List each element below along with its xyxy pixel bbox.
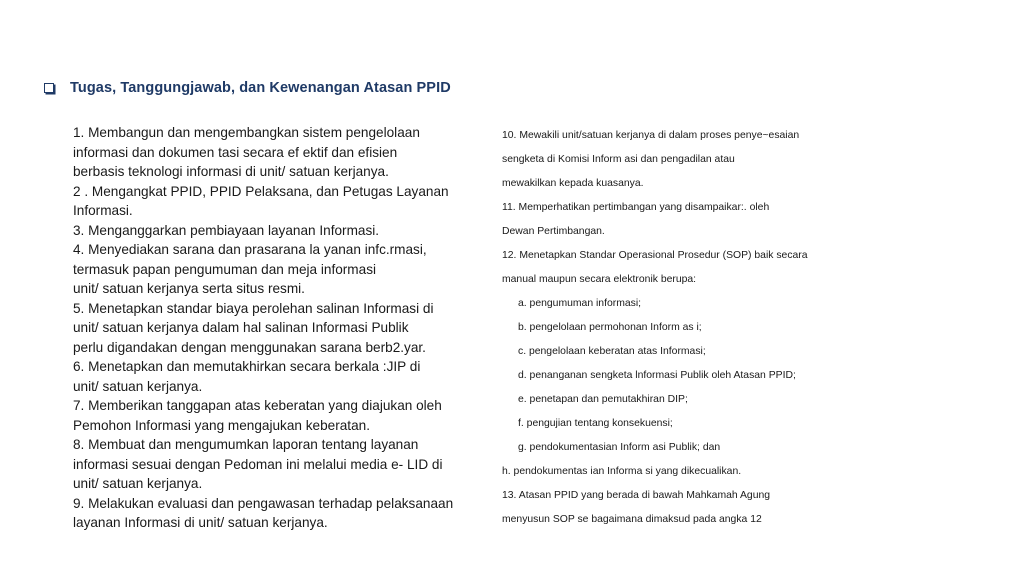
sub-list-item: c. pengelolaan keberatan atas Informasi;	[518, 346, 706, 357]
sub-list-item: a. pengumuman informasi;	[518, 298, 642, 309]
list-line: mewakilkan kepada kuasanya.	[502, 178, 644, 189]
list-line: informasi sesuai dengan Pedoman ini melalui media e- LID di	[73, 456, 443, 472]
list-line: unit/ satuan kerjanya serta situs resmi.	[73, 281, 305, 296]
sub-list-item: e. penetapan dan pemutakhiran DIP;	[518, 394, 688, 405]
heading-title: Tugas, Tanggungjawab, dan Kewenangan Atasan PPID	[70, 80, 451, 96]
list-line: Dewan Pertimbangan.	[502, 226, 605, 237]
list-line: 13. Atasan PPID yang berada di bawah Mahkamah Agung	[502, 490, 771, 501]
list-line: Informasi.	[73, 203, 133, 218]
list-line: 1. Membangun dan mengembangkan sistem pengelolaan	[73, 125, 420, 140]
list-line: menyusun SOP se bagaimana dimaksud pada angka 12	[502, 514, 762, 525]
list-line: 8. Membuat dan mengumumkan laporan tentang layanan	[73, 437, 419, 452]
list-line: 4. Menyediakan sarana dan prasarana la yanan infc.rmasi,	[73, 242, 427, 257]
list-line: 11. Memperhatikan pertimbangan yang disampaikar:. oleh	[502, 202, 770, 213]
list-line: 12. Menetapkan Standar Operasional Prosedur (SOP) baik secara	[502, 250, 808, 261]
list-line: 9. Melakukan evaluasi dan pengawasan terhadap pelaksanaan	[73, 495, 454, 511]
section-heading	[44, 80, 451, 96]
list-line: 2 . Mengangkat PPID, PPID Pelaksana, dan Petugas Layanan	[73, 183, 449, 199]
list-line: Pemohon Informasi yang mengajukan keberatan.	[73, 417, 370, 433]
right-column-list	[502, 124, 882, 532]
sub-list-item: f. pengujian tentang konsekuensi;	[518, 418, 673, 429]
sub-list-item: g. pendokumentasian Inform asi Publik; dan	[518, 442, 721, 453]
list-line: 5. Menetapkan standar biaya perolehan salinan Informasi di	[73, 300, 434, 316]
list-line: unit/ satuan kerjanya dalam hal salinan Informasi Publik	[73, 320, 409, 335]
sub-list-item: h. pendokumentas ian Informa si yang dikecualikan.	[502, 466, 742, 477]
list-line: manual maupun secara elektronik berupa:	[502, 274, 697, 285]
list-line: informasi dan dokumen tasi secara ef ektif dan efisien	[73, 144, 398, 160]
sub-list-item: b. pengelolaan permohonan Inform as i;	[518, 322, 702, 333]
list-line: layanan Informasi di unit/ satuan kerjanya.	[73, 515, 328, 530]
list-line: unit/ satuan kerjanya.	[73, 378, 203, 394]
list-line: perlu digandakan dengan menggunakan sarana berb2.yar.	[73, 339, 426, 355]
list-line: 3. Menganggarkan pembiayaan layanan Informasi.	[73, 222, 380, 238]
sub-list-item: d. penanganan sengketa lnformasi Publik oleh Atasan PPID;	[518, 370, 796, 381]
list-line: sengketa di Komisi Inform asi dan pengadilan atau	[502, 154, 735, 165]
list-line: berbasis teknologi informasi di unit/ satuan kerjanya.	[73, 164, 389, 179]
list-line: 7. Memberikan tanggapan atas keberatan yang diajukan oleh	[73, 398, 442, 413]
list-line: 10. Mewakili unit/satuan kerjanya di dalam proses penye~esaian	[502, 130, 800, 141]
left-column-list	[73, 123, 465, 533]
list-line: unit/ satuan kerjanya.	[73, 476, 203, 491]
list-line: termasuk papan pengumuman dan meja informasi	[73, 261, 377, 277]
checkbox-bullet-icon	[44, 83, 54, 93]
list-line: 6. Menetapkan dan memutakhirkan secara berkala :JIP di	[73, 359, 421, 374]
